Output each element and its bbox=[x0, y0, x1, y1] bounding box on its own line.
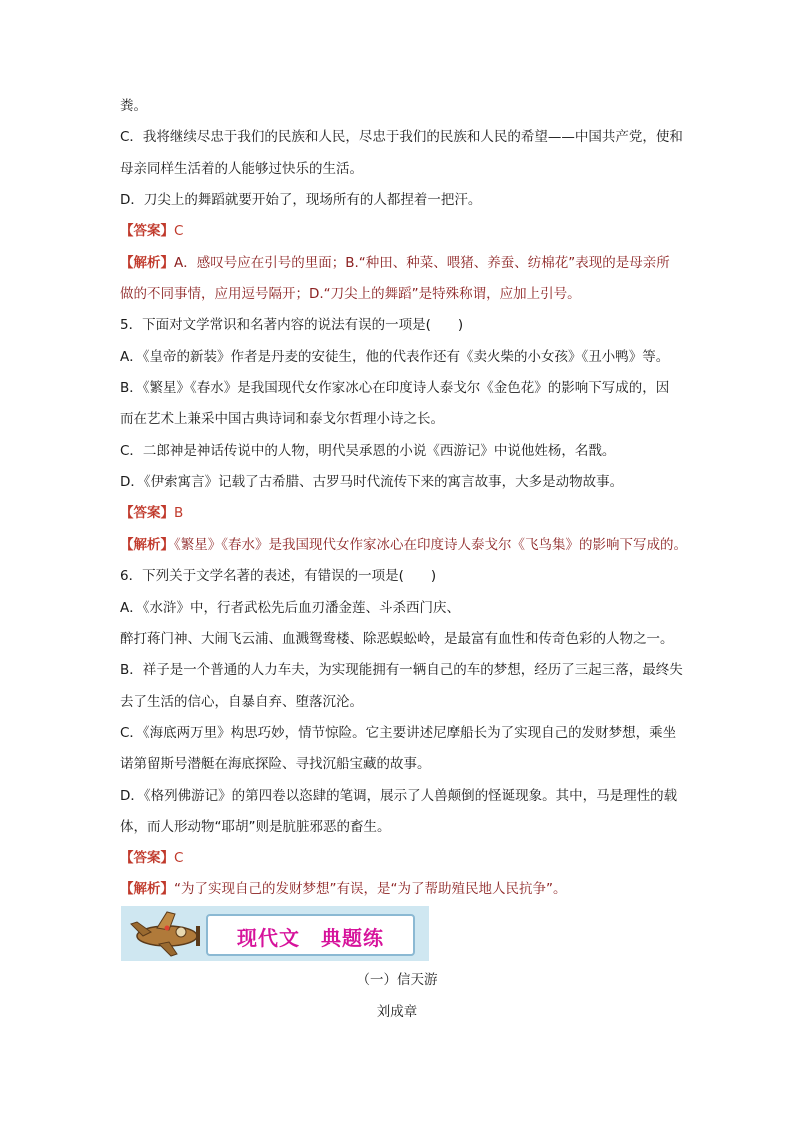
answer-label: 【答案】 bbox=[120, 505, 174, 521]
answer-q6 bbox=[120, 848, 183, 868]
option-c: C．我将继续尽忠于我们的民族和人民，尽忠于我们的民族和人民的希望——中国共产党，使和 bbox=[120, 129, 683, 145]
analysis-label: 【解析】 bbox=[120, 255, 174, 271]
airplane-icon bbox=[123, 906, 207, 961]
option-a: A．《水浒》中，行者武松先后血刃潘金莲、斗杀西门庆、 bbox=[120, 600, 460, 616]
banner-title: 现代文 典题练 bbox=[237, 926, 384, 950]
analysis-q4 bbox=[120, 253, 670, 273]
analysis-q6 bbox=[120, 879, 566, 899]
question-6: 6．下列关于文学名著的表述，有错误的一项是( ) bbox=[120, 568, 437, 584]
option-c: C．《海底两万里》构思巧妙，情节惊险。它主要讲述尼摩船长为了实现自己的发财梦想，乘坐 bbox=[120, 725, 677, 741]
answer-label: 【答案】 bbox=[120, 850, 174, 866]
answer-q5 bbox=[120, 503, 183, 523]
option-d: D．《格列佛游记》的第四卷以恣肆的笔调，展示了人兽颠倒的怪诞现象。其中，马是理性的载 bbox=[120, 788, 678, 804]
analysis-label: 【解析】 bbox=[120, 537, 174, 553]
text-line: 诺第留斯号潜艇在海底探险、寻找沉船宝藏的故事。 bbox=[120, 756, 431, 772]
text-line: 而在艺术上兼采中国古典诗词和泰戈尔哲理小诗之长。 bbox=[120, 411, 444, 427]
question-5: 5．下面对文学常识和名著内容的说法有误的一项是( ) bbox=[120, 317, 464, 333]
option-d: D．刀尖上的舞蹈就要开始了，现场所有的人都捏着一把汗。 bbox=[120, 192, 482, 208]
section-author: 刘成章 bbox=[376, 1004, 418, 1020]
option-a: A．《皇帝的新装》作者是丹麦的安徒生，他的代表作还有《卖火柴的小女孩》《丑小鸭》等。 bbox=[120, 349, 670, 365]
option-c: C．二郎神是神话传说中的人物，明代吴承恩的小说《西游记》中说他姓杨，名戬。 bbox=[120, 443, 616, 459]
analysis-q5 bbox=[120, 535, 687, 555]
analysis-text: 做的不同事情，应用逗号隔开；D.“刀尖上的舞蹈”是特殊称谓，应加上引号。 bbox=[120, 286, 581, 302]
answer-value: B bbox=[174, 505, 184, 521]
text-line: 母亲同样生活着的人能够过快乐的生活。 bbox=[120, 161, 363, 177]
answer-q4 bbox=[120, 221, 183, 241]
analysis-text: 《繁星》《春水》是我国现代女作家冰心在印度诗人泰戈尔《飞鸟集》的影响下写成的。 bbox=[174, 537, 687, 553]
option-b: B．祥子是一个普通的人力车夫，为实现能拥有一辆自己的车的梦想，经历了三起三落，最终失 bbox=[120, 662, 683, 678]
section-banner bbox=[121, 906, 429, 961]
text-line: 醉打蒋门神、大闹飞云浦、血溅鸳鸯楼、除恶蜈蚣岭，是最富有血性和传奇色彩的人物之一。 bbox=[120, 631, 674, 647]
analysis-text: “为了实现自己的发财梦想”有误，是“为了帮助殖民地人民抗争”。 bbox=[174, 881, 567, 897]
text-line: 体，而人形动物“耶胡”则是肮脏邪恶的畜生。 bbox=[120, 819, 391, 835]
banner-box bbox=[206, 914, 415, 956]
analysis-text: A．感叹号应在引号的里面；B.“种田、种菜、喂猪、养蚕、纺棉花”表现的是母亲所 bbox=[174, 255, 670, 271]
text-line: 粪。 bbox=[120, 98, 147, 114]
answer-value: C bbox=[174, 223, 184, 239]
answer-value: C bbox=[174, 850, 184, 866]
text-line: 去了生活的信心，自暴自弃、堕落沉沦。 bbox=[120, 694, 363, 710]
option-d: D．《伊索寓言》记载了古希腊、古罗马时代流传下来的寓言故事，大多是动物故事。 bbox=[120, 474, 624, 490]
option-b: B．《繁星》《春水》是我国现代女作家冰心在印度诗人泰戈尔《金色花》的影响下写成的，因 bbox=[120, 380, 670, 396]
analysis-label: 【解析】 bbox=[120, 881, 174, 897]
answer-label: 【答案】 bbox=[120, 223, 174, 239]
section-title: （一）信天游 bbox=[356, 972, 438, 988]
